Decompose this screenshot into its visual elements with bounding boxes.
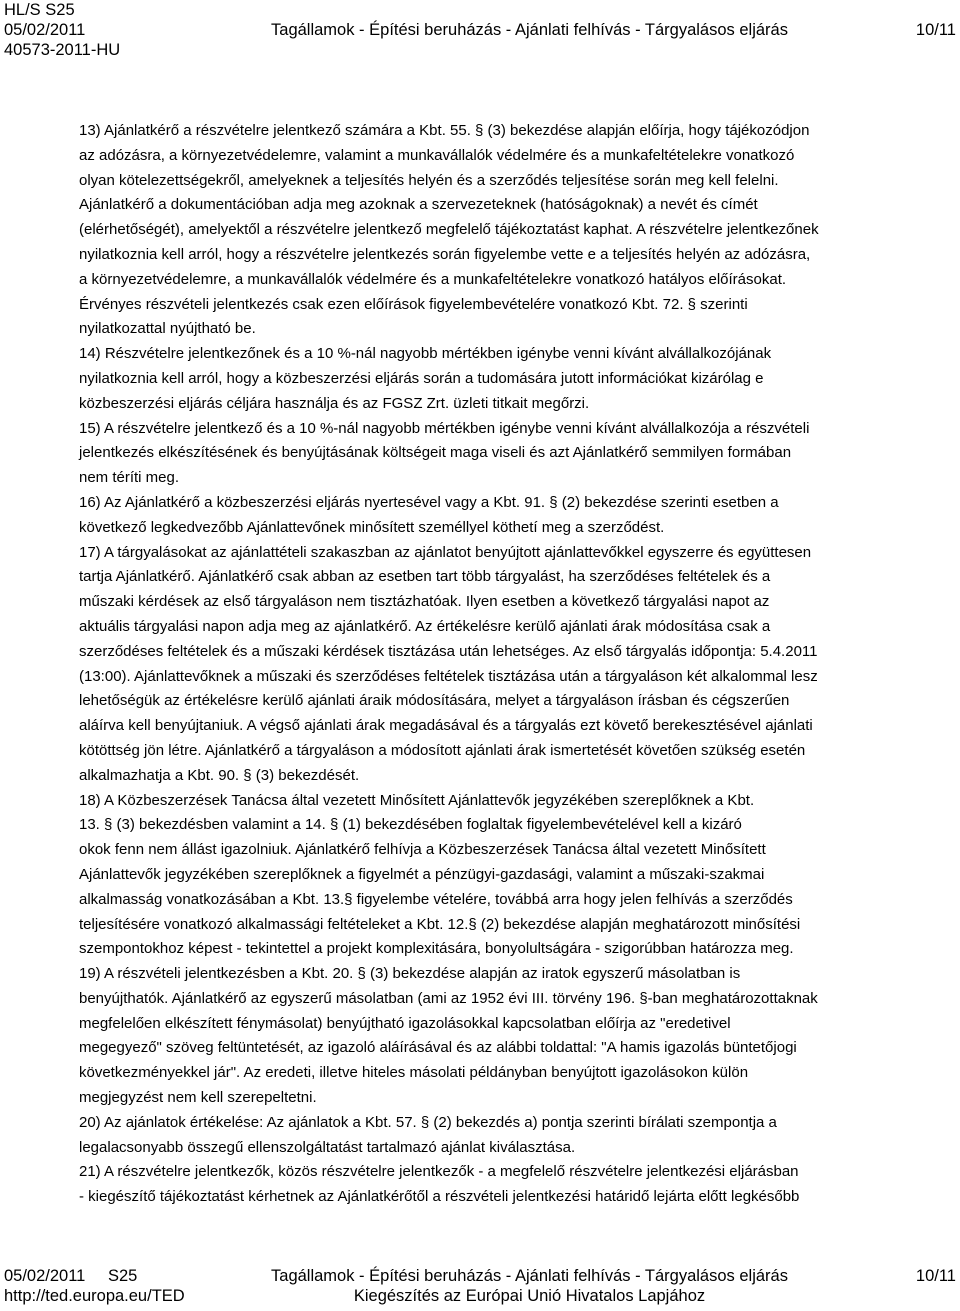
body-line: lehetőségük az értékelésre kerülő ajánlati áraik módosítására, melyet a tárgyaláson írásban és cégszerűen: [79, 692, 790, 710]
body-line: az adózásra, a környezetvédelemre, valamint a munkavállalók védelmére és a munkafeltételekre vonatkozó: [79, 146, 795, 164]
body-line: - kiegészítő tájékoztatást kérhetnek az Ajánlatkérőtől a részvételi jelentkezési határidő lejárta előtt legkésőbb: [79, 1188, 800, 1206]
body-line: a környezetvédelemre, a munkavállalók védelmére és a munkafeltételekre vonatkozó hatályos előírásokat.: [79, 270, 787, 288]
body-line: 13) Ajánlatkérő a részvételre jelentkező számára a Kbt. 55. § (3) bekezdése alapján előírja, hogy tájékozódjon: [79, 122, 810, 139]
body-line: 19) A részvételi jelentkezésben a Kbt. 20. § (3) bekezdése alapján az iratok egyszerű másolatban is: [79, 965, 741, 983]
body-line: aláírva kell benyújtaniuk. A végső ajánlati árak megadásával és a tárgyalás ezt követő berekesztésével ajánlati: [79, 717, 813, 735]
body-line: következő legkedvezőbb Ajánlattevőnek minősített személlyel köthetí meg a szerződést.: [79, 518, 665, 536]
document-body: [79, 119, 955, 1210]
body-line: 18) A Közbeszerzések Tanácsa által vezetett Minősített Ajánlattevők jegyzékében szereplőknek a Kbt.: [79, 791, 755, 809]
body-line: alkalmasság vonatkozásában a Kbt. 13.§ figyelembe vételére, továbbá arra hogy jelen felhívás a szerződés: [79, 890, 793, 908]
body-line: alkalmazhatja a Kbt. 90. § (3) bekezdését.: [79, 766, 360, 784]
body-line: megfelelően elkészített fénymásolat) benyújtható igazolásokkal kapcsolatban előírja az "eredetivel: [79, 1014, 731, 1032]
body-line: műszaki kérdések az első tárgyaláson nem tisztázhatóak. Ilyen esetben a következő tárgyalási napot az: [79, 593, 770, 611]
body-line: kötöttség jön létre. Ajánlatkérő a tárgyaláson a módosított ajánlati árak ismertetését követően szükség esetén: [79, 741, 806, 759]
body-line: (13:00). Ajánlattevőknek a műszaki és szerződéses feltételek tisztázása után a tárgyaláson két alkalommal lesz: [79, 667, 818, 685]
body-line: megjegyzést nem kell szerepeltetni.: [79, 1089, 317, 1107]
body-line: legalacsonyabb összegű ellenszolgáltatást tartalmazó ajánlat kiválasztása.: [79, 1138, 576, 1156]
body-line: közbeszerzési eljárás céljára használja és az FGSZ Zrt. üzleti titkait megőrzi.: [79, 394, 590, 412]
body-line: benyújthatók. Ajánlatkérő az egyszerű másolatban (ami az 1952 évi III. törvény 196. §-ban meghatározottaknak: [79, 989, 818, 1007]
header-series: HL/S S25: [4, 1, 75, 19]
body-line: tartja Ajánlatkérő. Ajánlatkérő csak abban az esetben tart több tárgyalást, ha szerződéses feltételek és a: [79, 568, 771, 586]
footer-series: S25: [108, 1267, 138, 1285]
footer-date: 05/02/2011: [4, 1267, 86, 1285]
body-line: jelentkezés elkészítésének és benyújtásának költségeit maga viseli és azt Ajánlatkérő semmilyen formában: [79, 444, 792, 462]
body-line: nyilatkozattal nyújtható be.: [79, 320, 256, 338]
body-line: 20) Az ajánlatok értékelése: Az ajánlatok a Kbt. 57. § (2) bekezdés a) pontja szerinti bírálati szempontja a: [79, 1113, 777, 1131]
footer-subtitle: Kiegészítés az Európai Unió Hivatalos Lapjához: [353, 1287, 706, 1305]
body-line: Ajánlatkérő a dokumentációban adja meg azoknak a szervezeteknek (hatóságoknak) a nevét és címét: [79, 196, 758, 214]
page-footer: [0, 1266, 960, 1306]
body-line: 17) A tárgyalásokat az ajánlattételi szakaszban az ajánlatot benyújtott ajánlattevőkkel egyszerre és együttesen: [79, 543, 812, 561]
body-line: 14) Részvételre jelentkezőnek és a 10 %-nál nagyobb mértékben igénybe venni kívánt alvállalkozójának: [79, 345, 772, 363]
body-line: nem téríti meg.: [79, 469, 180, 487]
body-line: 15) A részvételre jelentkező és a 10 %-nál nagyobb mértékben igénybe venni kívánt alvállalkozója a részvételi: [79, 419, 810, 437]
body-line: szerződéses feltételek és a műszaki kérdések tisztázása után lehetséges. Az első tárgyalás időpontja: 5.4.2011: [79, 642, 818, 660]
header-date: 05/02/2011: [4, 21, 86, 39]
header-page-number: 10/11: [915, 21, 956, 39]
body-line: 21) A részvételre jelentkezők, közös részvételre jelentkezők - a megfelelő részvételre jelentkezési eljárásban: [79, 1163, 799, 1181]
body-line: megegyező" szöveg feltüntetését, az igazoló aláírásával és az alábbi toldattal: "A hamis igazolás büntetőjogi: [79, 1039, 797, 1057]
body-line: nyilatkoznia kell arról, hogy a részvételre jelentkezés során figyelembe vette e a teljesítés helyén az adózásra,: [79, 245, 811, 263]
footer-page-number: 10/11: [915, 1267, 956, 1285]
body-line: olyan kötelezettségekről, amelyeknek a teljesítés helyén és a szerződés teljesítése során meg kell felelni.: [79, 171, 779, 189]
body-line: nyilatkoznia kell arról, hogy a közbeszerzési eljárás során a tudomására jutott információkat kizárólag e: [79, 369, 764, 387]
body-line: szempontokhoz képest - tekintettel a projekt komplexitására, bonyolultságára - szigorúbban határozza meg.: [79, 940, 794, 958]
body-line: okok fenn nem állást igazolniuk. Ajánlatkérő felhívja a Közbeszerzések Tanácsa által vezetett Minősített: [79, 841, 766, 859]
body-line: Érvényes részvételi jelentkezés csak ezen előírások figyelembevételére vonatkozó Kbt. 72. § szerinti: [79, 295, 748, 313]
header-title: Tagállamok - Építési beruházás - Ajánlati felhívás - Tárgyalásos eljárás: [271, 21, 788, 39]
body-line: 13. § (3) bekezdésben valamint a 14. § (1) bekezdésében foglaltak figyelembevételével kell a kizáró: [79, 816, 742, 834]
body-line: aktuális tárgyalási napon adja meg az ajánlatkérő. Az értékelésre kerülő ajánlati árak módosítása csak a: [79, 617, 771, 635]
header-document-id: 40573-2011-HU: [4, 41, 121, 59]
body-line: következményekkel jár". Az eredeti, illetve hiteles másolati példányban benyújtott igazolásokon külön: [79, 1064, 749, 1082]
footer-url-link[interactable]: http://ted.europa.eu/TED: [4, 1287, 185, 1305]
footer-title: Tagállamok - Építési beruházás - Ajánlati felhívás - Tárgyalásos eljárás: [271, 1267, 788, 1285]
body-line: Ajánlattevők jegyzékében szereplőknek a figyelmét a pénzügyi-gazdasági, valamint a műszaki-szakmai: [79, 865, 765, 883]
body-line: teljesítésére vonatkozó alkalmassági feltételeket a Kbt. 12.§ (2) bekezdése alapján meghatározott minősítési: [79, 915, 801, 933]
body-line: (elérhetőségét), amelyektől a részvételre jelentkező megfelelő tájékoztatást kaphat. A részvételre jelentkezőnek: [79, 221, 819, 239]
page-header: [0, 0, 960, 60]
body-line: 16) Az Ajánlatkérő a közbeszerzési eljárás nyertesével vagy a Kbt. 91. § (2) bekezdése szerinti esetben a: [79, 493, 779, 511]
